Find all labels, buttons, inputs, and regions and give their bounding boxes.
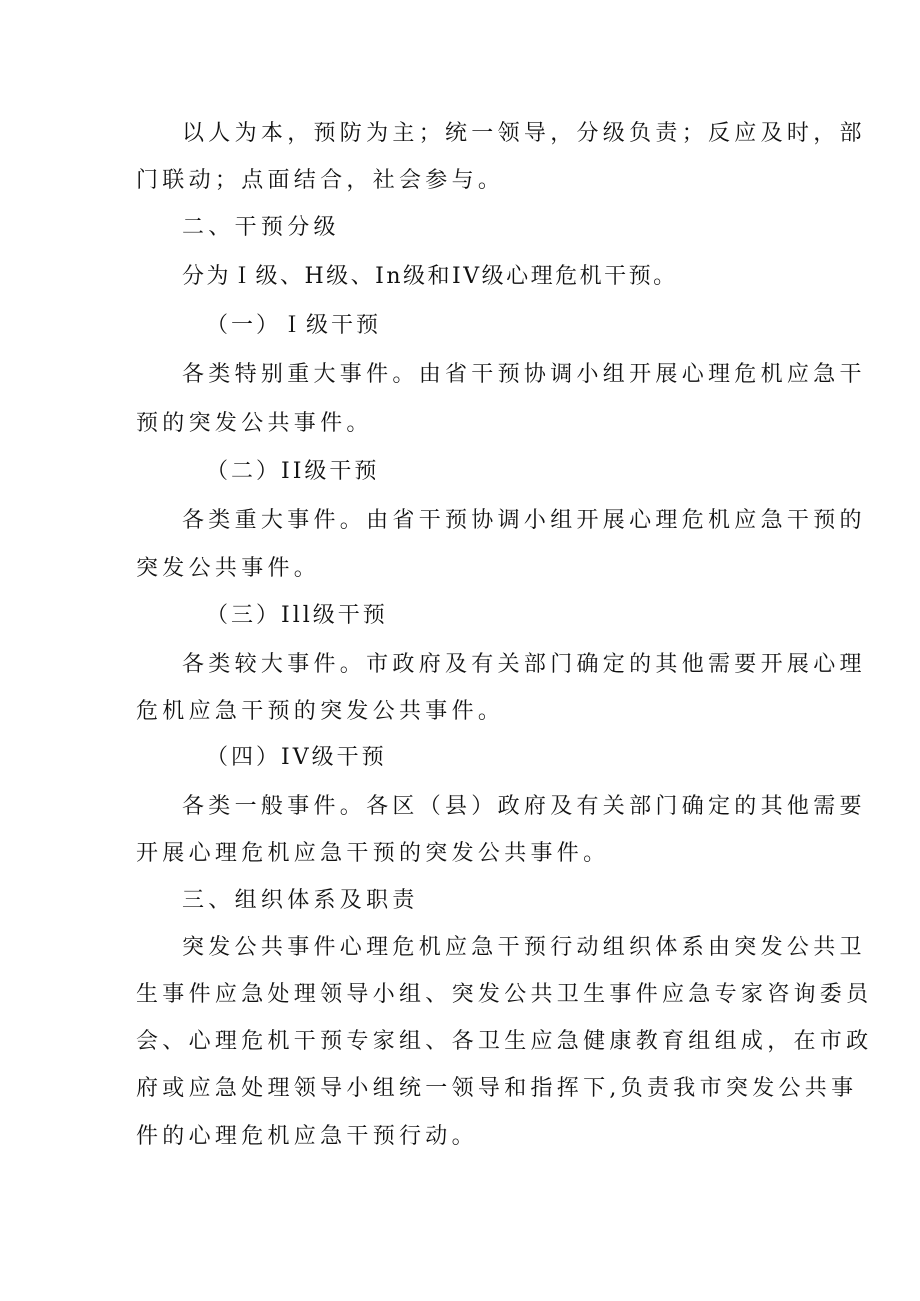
paragraph-levels-summary: 分为Ｉ级、H级、In级和IV级心理危机干预。 [182,264,678,289]
section-heading-intervention-levels: 二、干预分级 [182,215,340,240]
paragraph-level-1-line-2: 预的突发公共事件。 [136,411,373,436]
subheading-level-3: （三）Ill级干预 [206,603,388,628]
subheading-level-1: （一）Ｉ级干预 [206,313,382,338]
paragraph-level-2-line-2: 突发公共事件。 [136,556,321,581]
paragraph-level-2-line-1: 各类重大事件。由省干预协调小组开展心理危机应急干预的 [182,508,866,533]
paragraph-principles-line-1: 以人为本，预防为主；统一领导，分级负责；反应及时，部 [182,121,866,146]
paragraph-level-3-line-1: 各类较大事件。市政府及有关部门确定的其他需要开展心理 [182,652,866,677]
paragraph-organization-line-1: 突发公共事件心理危机应急干预行动组织体系由突发公共卫 [182,935,866,960]
paragraph-organization-line-2: 生事件应急处理领导小组、突发公共卫生事件应急专家咨询委员 [136,982,873,1007]
paragraph-organization-line-5: 件的心理危机应急干预行动。 [136,1124,478,1149]
paragraph-organization-line-3: 会、心理危机干预专家组、各卫生应急健康教育组组成，在市政 [136,1029,873,1054]
paragraph-organization-line-4: 府或应急处理领导小组统一领导和指挥下,负责我市突发公共事 [136,1076,858,1101]
paragraph-level-1-line-1: 各类特别重大事件。由省干预协调小组开展心理危机应急干 [182,362,866,387]
paragraph-principles-line-2: 门联动；点面结合，社会参与。 [136,168,505,193]
paragraph-level-3-line-2: 危机应急干预的突发公共事件。 [136,699,505,724]
paragraph-level-4-line-1: 各类一般事件。各区（县）政府及有关部门确定的其他需要 [182,794,866,819]
paragraph-level-4-line-2: 开展心理危机应急干预的突发公共事件。 [136,841,610,866]
subheading-level-2: （二）II级干预 [206,459,380,484]
subheading-level-4: （四）IV级干预 [206,745,387,770]
section-heading-organization: 三、组织体系及职责 [182,888,419,913]
